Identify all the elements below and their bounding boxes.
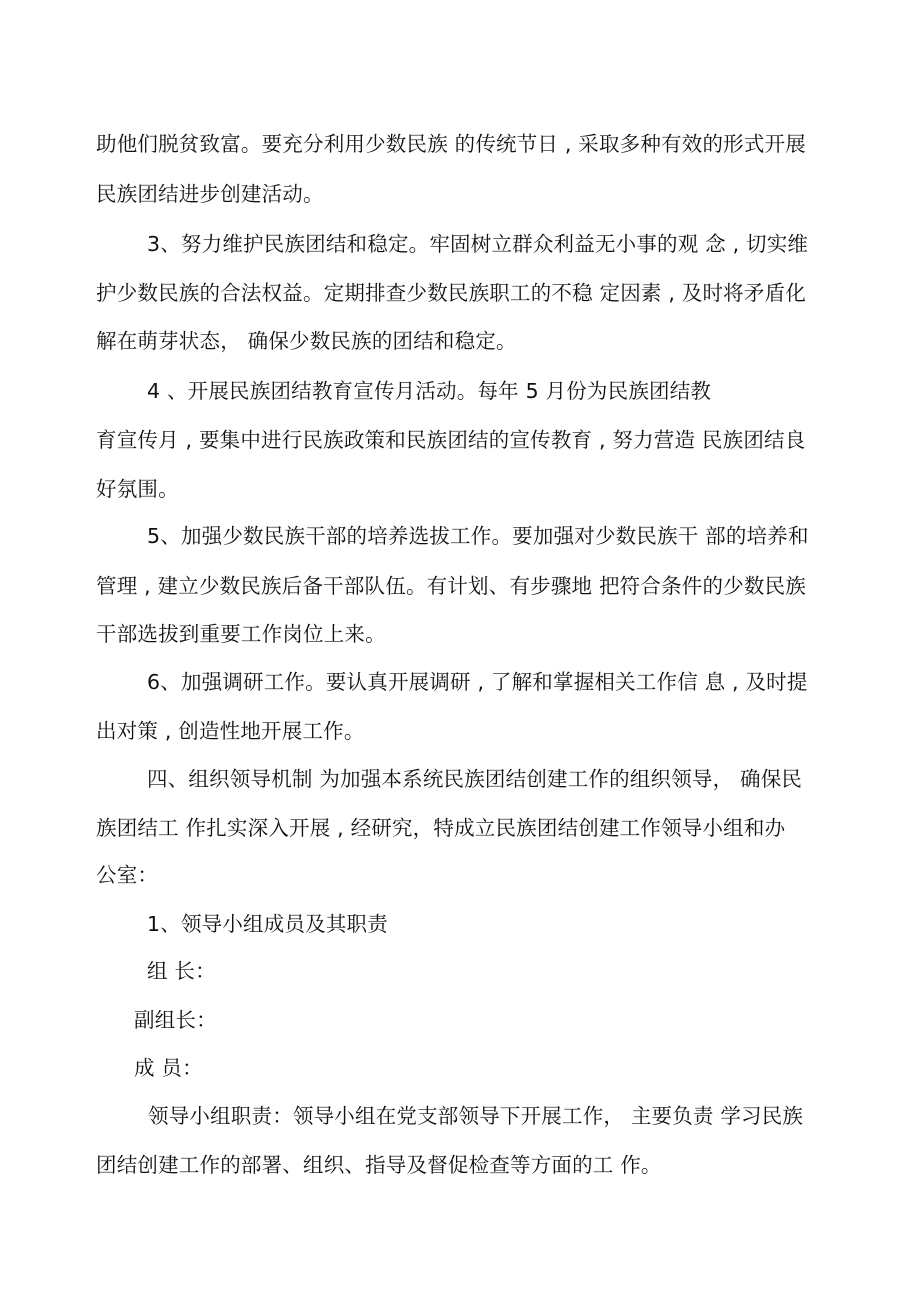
paragraph-line: 育宣传月 , 要集中进行民族政策和民族团结的宣传教育 , 努力营造 民族团结良 xyxy=(96,428,806,452)
role-member-label: 成 员： xyxy=(134,1056,203,1080)
paragraph-line: 领导小组职责：领导小组在党支部领导下开展工作， 主要负责 学习民族 xyxy=(148,1104,804,1128)
paragraph-line: 民族团结进步创建活动。 xyxy=(96,182,324,206)
paragraph-line: 四、组织领导机制 为加强本系统民族团结创建工作的组织领导， 确保民 xyxy=(147,767,803,791)
paragraph-line: 护少数民族的合法权益。定期排查少数民族职工的不稳 定因素 , 及时将矛盾化 xyxy=(96,281,806,305)
paragraph-line: 助他们脱贫致富。要充分利用少数民族 的传统节日 , 采取多种有效的形式开展 xyxy=(96,132,806,156)
paragraph-line: 5、加强少数民族干部的培养选拔工作。要加强对少数民族干 部的培养和 xyxy=(147,524,809,548)
section-heading: 1、领导小组成员及其职责 xyxy=(147,912,388,936)
paragraph-line: 公室： xyxy=(96,863,159,887)
role-leader-label: 组 长： xyxy=(147,959,216,983)
paragraph-line: 6、加强调研工作。要认真开展调研 , 了解和掌握相关工作信 息 , 及时提 xyxy=(147,670,808,694)
paragraph-line: 出对策 , 创造性地开展工作。 xyxy=(96,719,365,743)
paragraph-line: 3、努力维护民族团结和稳定。牢固树立群众利益无小事的观 念 , 切实维 xyxy=(147,232,809,256)
paragraph-line: 管理 , 建立少数民族后备干部队伍。有计划、有步骤地 把符合条件的少数民族 xyxy=(96,574,806,598)
paragraph-line: 好氛围。 xyxy=(96,477,179,501)
paragraph-line: 解在萌芽状态， 确保少数民族的团结和稳定。 xyxy=(96,329,517,353)
paragraph-line: 4 、开展民族团结教育宣传月活动。每年 5 月份为民族团结教 xyxy=(147,379,712,403)
paragraph-line: 族团结工 作扎实深入开展 , 经研究，特成立民族团结创建工作领导小组和办 xyxy=(96,816,786,840)
role-deputy-label: 副组长： xyxy=(134,1008,217,1032)
paragraph-line: 团结创建工作的部署、组织、指导及督促检查等方面的工 作。 xyxy=(96,1153,662,1177)
paragraph-line: 干部选拔到重要工作岗位上来。 xyxy=(96,622,386,646)
